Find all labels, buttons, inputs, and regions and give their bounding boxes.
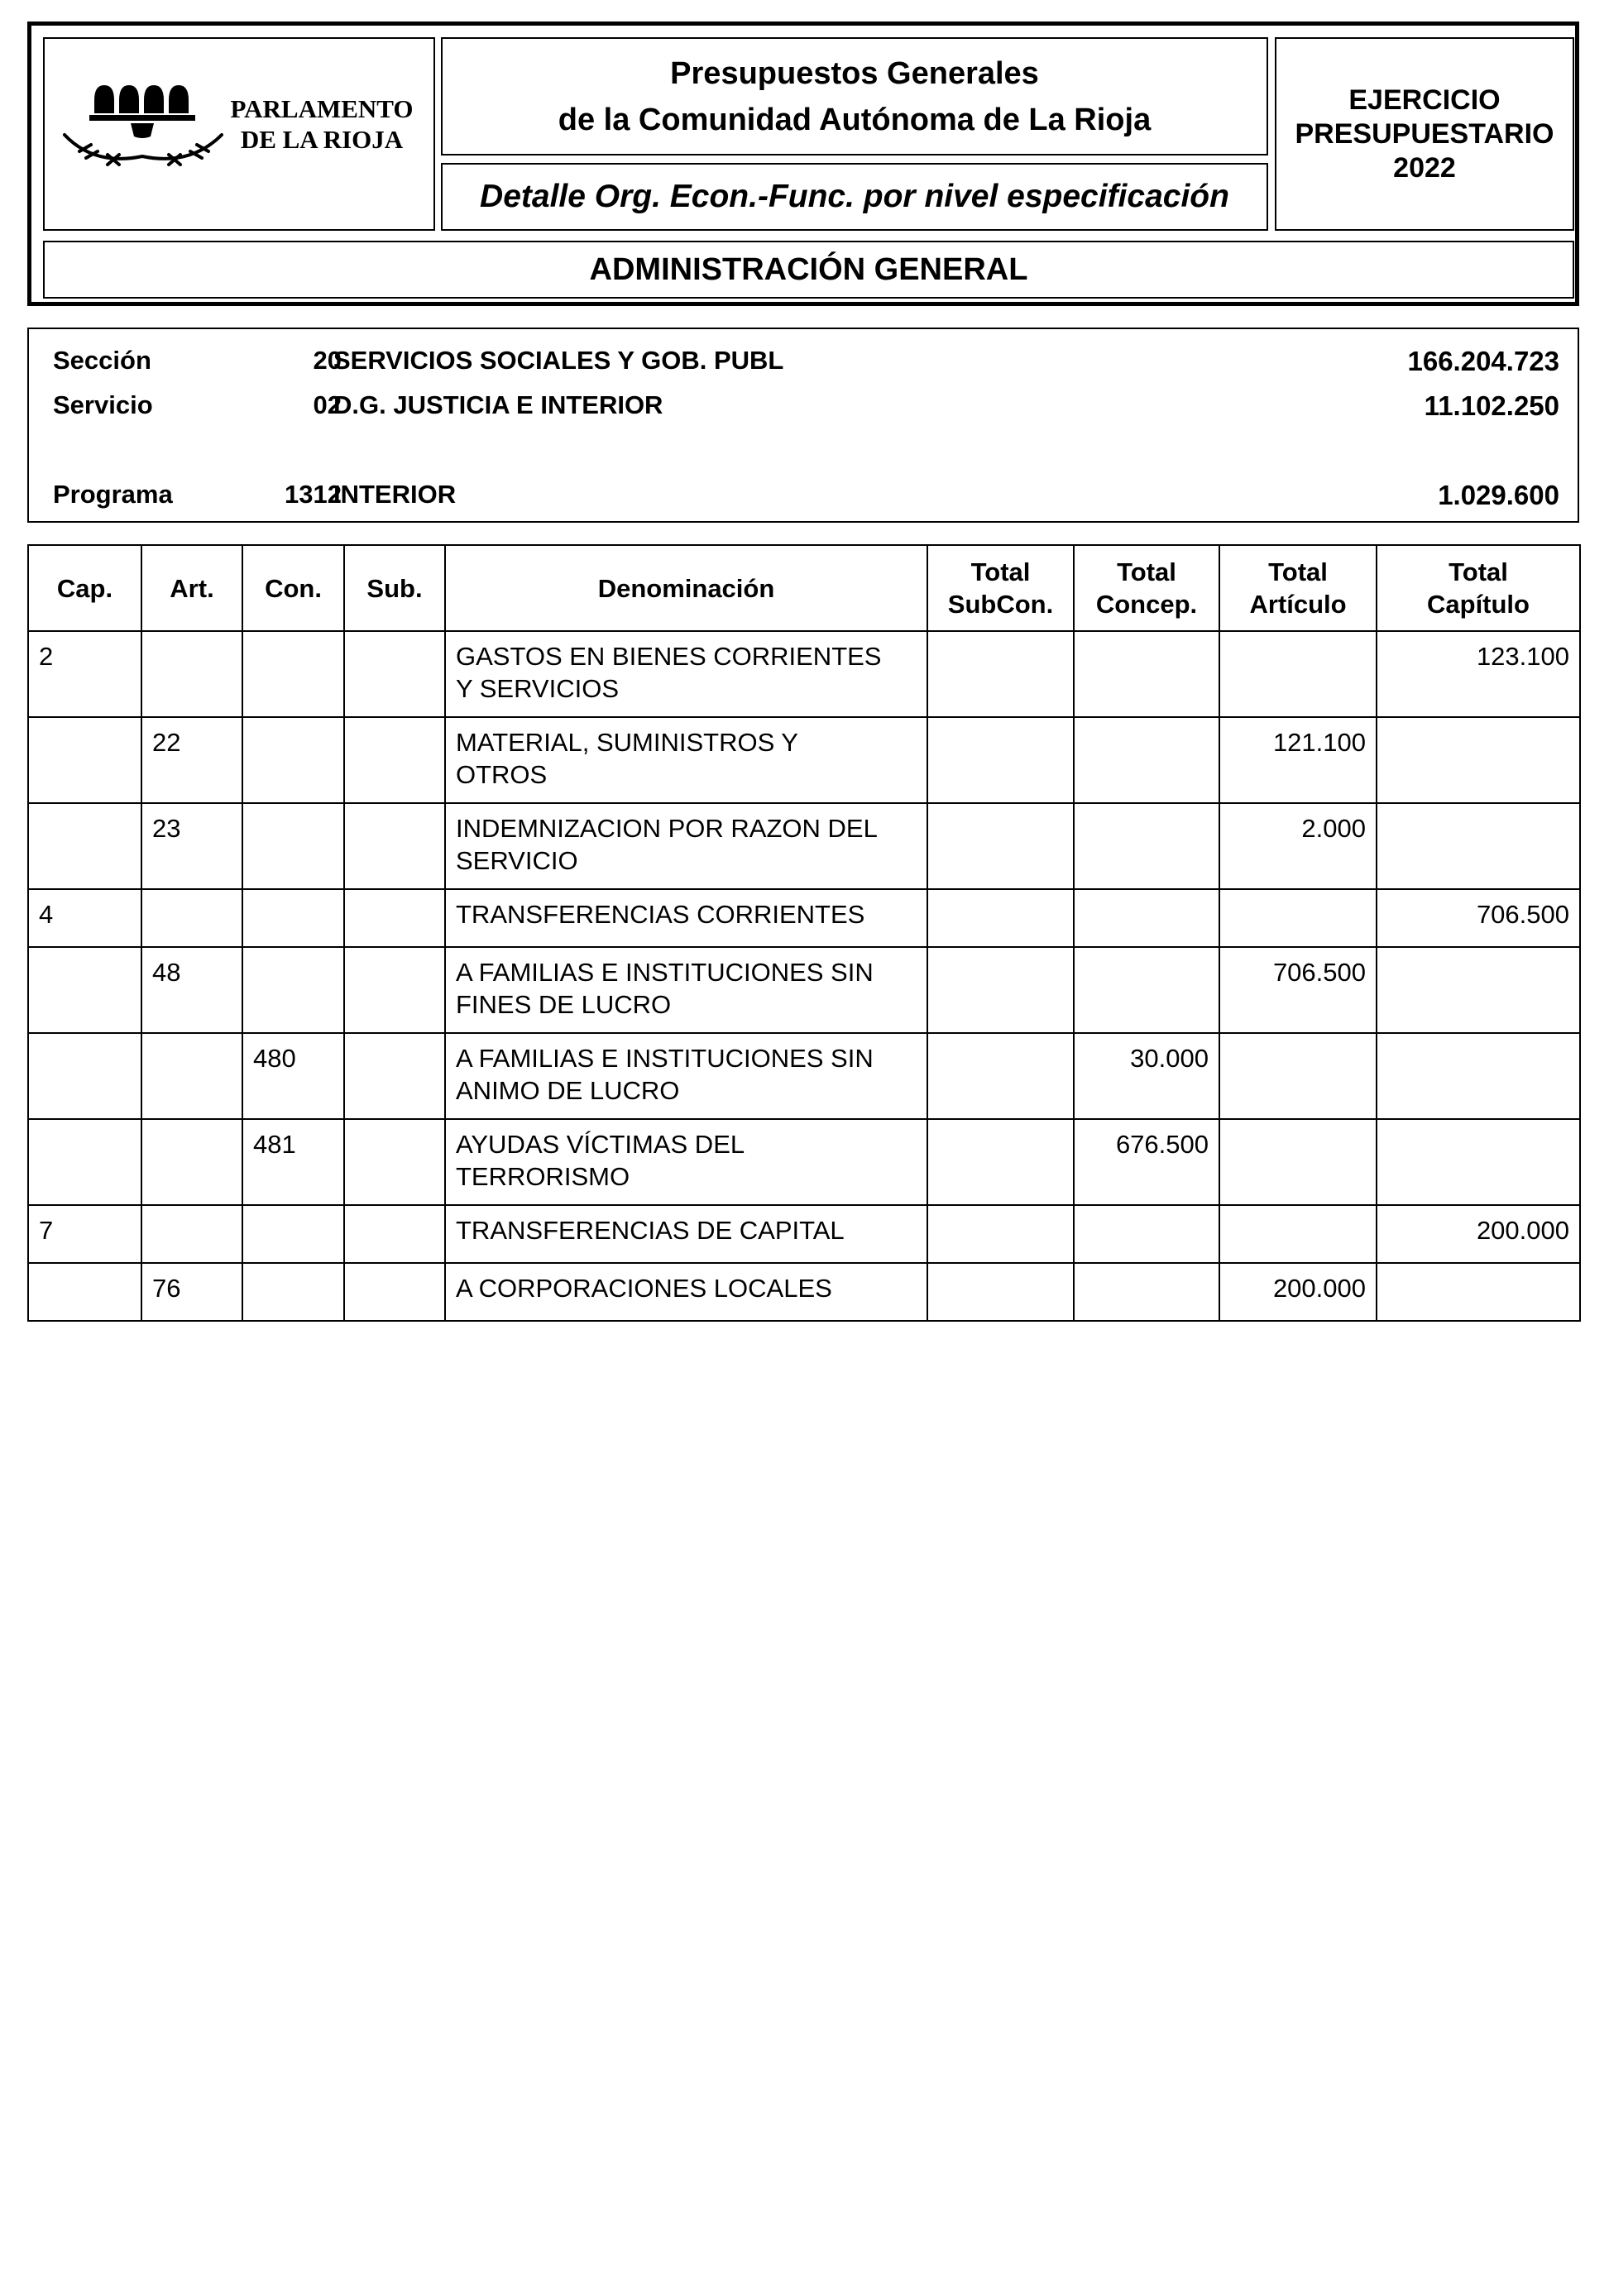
denominacion-line-1: TRANSFERENCIAS CORRIENTES <box>456 900 865 929</box>
cell-con <box>242 803 344 889</box>
cell-con <box>242 717 344 803</box>
year-line-1: EJERCICIO <box>1348 84 1501 116</box>
table-row <box>28 1033 1580 1119</box>
document-title <box>441 37 1268 155</box>
programa-row <box>29 480 1578 513</box>
header-total-concep-2: Concep. <box>1095 590 1198 619</box>
servicio-total: 11.102.250 <box>1424 390 1559 421</box>
cell-total-subcon <box>927 1033 1074 1119</box>
denominacion-line-2: TERRORISMO <box>456 1162 630 1191</box>
cell-total-concep <box>1074 717 1219 803</box>
programa-label: Programa <box>53 480 173 509</box>
cell-total-articulo: 706.500 <box>1219 947 1377 1033</box>
cell-total-capitulo <box>1377 1033 1580 1119</box>
cell-denominacion <box>445 1119 927 1205</box>
cell-total-concep <box>1074 1205 1219 1263</box>
cell-cap: 2 <box>28 631 141 717</box>
table-row <box>28 1263 1580 1321</box>
table-row <box>28 889 1580 947</box>
denominacion-line-1: GASTOS EN BIENES CORRIENTES <box>456 642 882 671</box>
cell-total-capitulo <box>1377 1263 1580 1321</box>
denominacion-line-2: Y SERVICIOS <box>456 674 619 703</box>
denominacion-line-1: AYUDAS VÍCTIMAS DEL <box>456 1130 745 1159</box>
cell-sub <box>344 631 445 717</box>
cell-sub <box>344 1033 445 1119</box>
cell-total-capitulo <box>1377 1119 1580 1205</box>
cell-con: 481 <box>242 1119 344 1205</box>
cell-con <box>242 1205 344 1263</box>
header-total-subcon-2: SubCon. <box>947 590 1054 619</box>
document-header <box>27 22 1579 306</box>
document-subtitle: Detalle Org. Econ.-Func. por nivel especificación <box>441 163 1268 231</box>
cell-con <box>242 947 344 1033</box>
cell-total-concep <box>1074 889 1219 947</box>
header-sub: Sub. <box>344 545 445 631</box>
cell-sub <box>344 1263 445 1321</box>
title-line-1: Presupuestos Generales <box>670 55 1039 91</box>
cell-sub <box>344 1119 445 1205</box>
header-con: Con. <box>242 545 344 631</box>
denominacion-line-2: OTROS <box>456 760 548 789</box>
programa-code: 1312 <box>285 480 342 509</box>
denominacion-line-2: FINES DE LUCRO <box>456 990 672 1019</box>
servicio-label: Servicio <box>53 390 153 419</box>
cell-denominacion <box>445 1033 927 1119</box>
header-total-subcon <box>927 545 1074 631</box>
cell-art <box>141 889 242 947</box>
header-total-concep-1: Total <box>1117 557 1176 586</box>
cell-total-subcon <box>927 631 1074 717</box>
servicio-row <box>29 390 1578 423</box>
cell-art <box>141 1033 242 1119</box>
cell-cap <box>28 947 141 1033</box>
budget-section-info <box>27 328 1579 523</box>
cell-total-articulo <box>1219 1205 1377 1263</box>
table-row <box>28 717 1580 803</box>
cell-cap <box>28 717 141 803</box>
cell-total-subcon <box>927 1205 1074 1263</box>
denominacion-line-2: ANIMO DE LUCRO <box>456 1076 680 1105</box>
programa-total: 1.029.600 <box>1438 480 1559 510</box>
denominacion-line-1: A CORPORACIONES LOCALES <box>456 1274 832 1303</box>
cell-denominacion <box>445 1263 927 1321</box>
section-banner: ADMINISTRACIÓN GENERAL <box>43 241 1574 299</box>
cell-art: 23 <box>141 803 242 889</box>
cell-total-concep: 30.000 <box>1074 1033 1219 1119</box>
table-row <box>28 947 1580 1033</box>
cell-total-concep <box>1074 1263 1219 1321</box>
cell-sub <box>344 1205 445 1263</box>
year-line-2: PRESUPUESTARIO <box>1295 117 1554 150</box>
denominacion-line-1: A FAMILIAS E INSTITUCIONES SIN <box>456 958 874 987</box>
cell-art: 22 <box>141 717 242 803</box>
cell-cap <box>28 1033 141 1119</box>
table-row <box>28 803 1580 889</box>
header-total-capitulo-2: Capítulo <box>1427 590 1530 619</box>
cell-con <box>242 631 344 717</box>
servicio-code: 02 <box>313 390 342 419</box>
cell-total-subcon <box>927 803 1074 889</box>
seccion-row <box>29 346 1578 379</box>
cell-con: 480 <box>242 1033 344 1119</box>
cell-denominacion <box>445 803 927 889</box>
title-line-2: de la Comunidad Autónoma de La Rioja <box>558 102 1152 137</box>
parliament-name <box>218 93 425 155</box>
table-header-row <box>28 545 1580 631</box>
cell-denominacion <box>445 889 927 947</box>
logo-line-1: PARLAMENTO <box>230 94 414 123</box>
cell-total-subcon <box>927 1119 1074 1205</box>
header-total-articulo-1: Total <box>1268 557 1328 586</box>
cell-total-articulo: 2.000 <box>1219 803 1377 889</box>
seccion-name: SERVICIOS SOCIALES Y GOB. PUBL <box>333 346 784 375</box>
cell-denominacion <box>445 717 927 803</box>
cell-art <box>141 1119 242 1205</box>
header-total-capitulo <box>1377 545 1580 631</box>
cell-con <box>242 889 344 947</box>
cell-total-articulo <box>1219 889 1377 947</box>
header-art: Art. <box>141 545 242 631</box>
denominacion-line-1: TRANSFERENCIAS DE CAPITAL <box>456 1216 845 1245</box>
header-total-articulo-2: Artículo <box>1249 590 1347 619</box>
cell-denominacion <box>445 947 927 1033</box>
cell-total-capitulo: 706.500 <box>1377 889 1580 947</box>
table-row <box>28 631 1580 717</box>
seccion-label: Sección <box>53 346 151 375</box>
cell-total-concep <box>1074 947 1219 1033</box>
cell-total-articulo <box>1219 631 1377 717</box>
cell-total-concep <box>1074 631 1219 717</box>
cell-total-capitulo: 123.100 <box>1377 631 1580 717</box>
cell-total-subcon <box>927 947 1074 1033</box>
cell-total-concep <box>1074 803 1219 889</box>
cell-cap <box>28 1119 141 1205</box>
denominacion-line-1: A FAMILIAS E INSTITUCIONES SIN <box>456 1044 874 1073</box>
cell-total-subcon <box>927 889 1074 947</box>
cell-sub <box>344 803 445 889</box>
cell-total-capitulo <box>1377 717 1580 803</box>
seccion-code: 20 <box>313 346 342 375</box>
cell-con <box>242 1263 344 1321</box>
header-total-capitulo-1: Total <box>1449 557 1508 586</box>
cell-denominacion <box>445 631 927 717</box>
cell-total-articulo <box>1219 1033 1377 1119</box>
cell-total-capitulo: 200.000 <box>1377 1205 1580 1263</box>
cell-sub <box>344 717 445 803</box>
fiscal-year-box <box>1275 37 1574 231</box>
header-total-concep <box>1074 545 1219 631</box>
parliament-logo-icon <box>61 75 227 191</box>
header-total-articulo <box>1219 545 1377 631</box>
header-cap: Cap. <box>28 545 141 631</box>
cell-total-concep: 676.500 <box>1074 1119 1219 1205</box>
denominacion-line-1: INDEMNIZACION POR RAZON DEL <box>456 814 878 843</box>
cell-total-capitulo <box>1377 803 1580 889</box>
cell-total-articulo: 121.100 <box>1219 717 1377 803</box>
cell-total-subcon <box>927 717 1074 803</box>
denominacion-line-2: SERVICIO <box>456 846 578 875</box>
budget-table <box>27 544 1581 1322</box>
programa-name: INTERIOR <box>333 480 457 509</box>
logo-line-2: DE LA RIOJA <box>240 125 404 154</box>
cell-total-articulo: 200.000 <box>1219 1263 1377 1321</box>
cell-cap: 4 <box>28 889 141 947</box>
cell-total-articulo <box>1219 1119 1377 1205</box>
cell-cap <box>28 1263 141 1321</box>
cell-denominacion <box>445 1205 927 1263</box>
header-total-subcon-1: Total <box>970 557 1031 586</box>
cell-art: 76 <box>141 1263 242 1321</box>
cell-sub <box>344 947 445 1033</box>
table-row <box>28 1205 1580 1263</box>
cell-cap: 7 <box>28 1205 141 1263</box>
cell-art: 48 <box>141 947 242 1033</box>
cell-art <box>141 631 242 717</box>
header-denominacion: Denominación <box>445 545 927 631</box>
fiscal-year: 2022 <box>1393 151 1456 184</box>
logo-box <box>43 37 435 231</box>
servicio-name: D.G. JUSTICIA E INTERIOR <box>333 390 663 419</box>
cell-sub <box>344 889 445 947</box>
cell-cap <box>28 803 141 889</box>
denominacion-line-1: MATERIAL, SUMINISTROS Y <box>456 728 798 757</box>
seccion-total: 166.204.723 <box>1407 346 1559 376</box>
cell-total-capitulo <box>1377 947 1580 1033</box>
table-row <box>28 1119 1580 1205</box>
cell-art <box>141 1205 242 1263</box>
cell-total-subcon <box>927 1263 1074 1321</box>
